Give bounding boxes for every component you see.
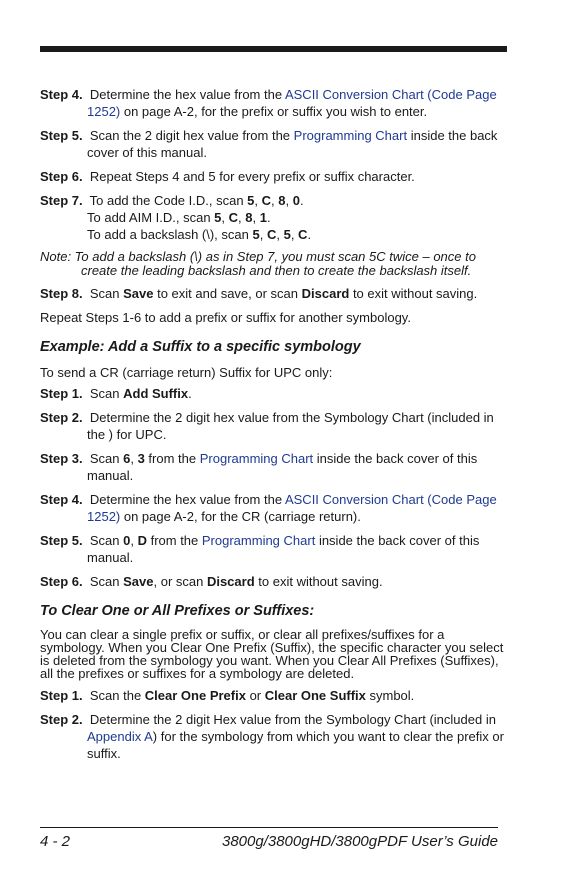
example-step-5: Step 5. Scan 0, D from the Programming Chart inside the back cover of this manual. [40,533,480,565]
backslash-note: Note: To add a backslash (\) as in Step 7, you must scan 5C twice – once to create the leading backslash and then to create the backslash itself. [40,249,476,278]
programming-chart-link[interactable]: Programming Chart [199,451,314,466]
step-5: Step 5. Scan the 2 digit hex value from the Programming Chart inside the back cover of this manual. [40,128,498,160]
example-step-2: Step 2. Determine the 2 digit hex value from the Symbology Chart (included in the ) for UPC. [40,410,494,442]
clear-step-1: Step 1. Scan the Clear One Prefix or Clear One Suffix symbol. [40,688,415,703]
example-step-6: Step 6. Scan Save, or scan Discard to exit without saving. [40,574,383,589]
footer-rule [40,827,498,828]
page-number: 4 - 2 [40,833,71,850]
clear-heading: To Clear One or All Prefixes or Suffixes: [40,603,315,619]
header-rule [40,46,507,52]
example-step-3: Step 3. Scan 6, 3 from the Programming Chart inside the back cover of this manual. [40,451,478,483]
programming-chart-link[interactable]: Programming Chart [293,128,408,143]
step-8: Step 8. Scan Save to exit and save, or scan Discard to exit without saving. [40,286,478,301]
page-content [40,86,505,769]
appendix-a-link[interactable]: Appendix A [87,729,153,744]
example-intro: To send a CR (carriage return) Suffix for UPC only: [40,365,333,380]
clear-description: You can clear a single prefix or suffix, or clear all prefixes/suffixes for a symbology. When you Clear One Prefix (Suffix), the specific character you select is deleted from the symbology you want. When you Clear All Prefixes (Suffixes), all the prefixes or suffixes for a symbology are deleted. [40,627,504,681]
example-heading: Example: Add a Suffix to a specific symbology [40,339,361,355]
repeat-steps-text: Repeat Steps 1-6 to add a prefix or suffix for another symbology. [40,310,411,325]
guide-title: 3800g/3800gHD/3800gPDF User’s Guide [221,833,498,850]
ascii-chart-link[interactable]: ASCII Conversion Chart (Code Page 1252) [87,87,497,119]
step-6: Step 6. Repeat Steps 4 and 5 for every prefix or suffix character. [40,169,415,184]
step-7: Step 7. To add the Code I.D., scan 5, C, 8, 0. To add AIM I.D., scan 5, C, 8, 1. To add a backslash (\), scan 5, C, 5, C. [40,193,312,242]
programming-chart-link[interactable]: Programming Chart [201,533,316,548]
clear-step-2: Step 2. Determine the 2 digit Hex value from the Symbology Chart (included in Appendix A) for the symbology from which you want to clear the prefix or suffix. [40,712,504,761]
example-step-4: Step 4. Determine the hex value from the ASCII Conversion Chart (Code Page 1252) on page A-2, for the CR (carriage return). [40,492,497,524]
example-step-1: Step 1. Scan Add Suffix. [40,386,192,401]
step-4: Step 4. Determine the hex value from the ASCII Conversion Chart (Code Page 1252) on page A-2, for the prefix or suffix you wish to enter. [40,87,497,119]
ascii-chart-link[interactable]: ASCII Conversion Chart (Code Page 1252) [87,492,497,524]
